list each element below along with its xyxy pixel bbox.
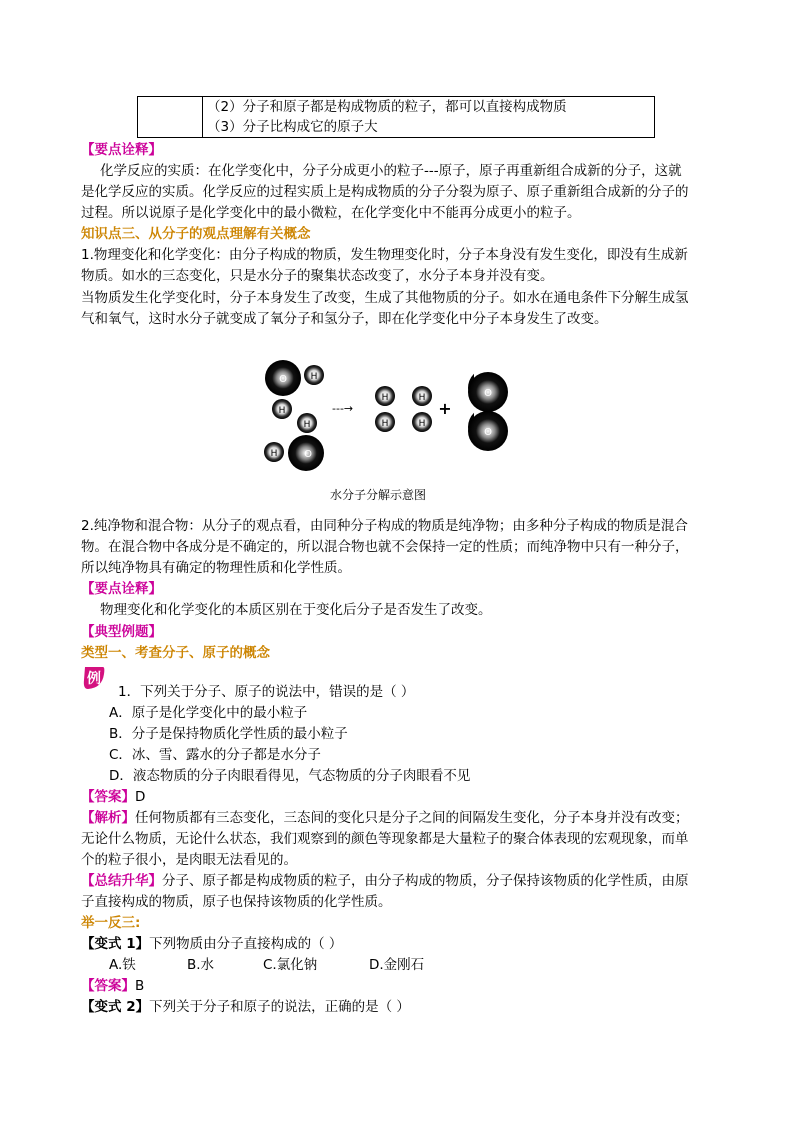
variant-1-option-b: B.水	[187, 957, 215, 973]
water-molecule-left-top	[265, 360, 324, 419]
water-decomposition-diagram	[258, 350, 474, 474]
answer-value: D	[135, 789, 146, 805]
oxygen-molecule-graphic	[464, 370, 514, 480]
paragraph-line: 当物质发生化学变化时，分子本身发生了改变，生成了其他物质的分子。如水在通电条件下分解生成氢	[81, 290, 689, 306]
oxygen-label: O	[304, 449, 312, 460]
variant-2-line	[81, 997, 410, 1017]
answer-line	[81, 787, 145, 807]
paragraph-line: 气和氧气，这时水分子就变成了氧分子和氢分子，即在化学变化中分子本身发生了改变。	[81, 311, 608, 327]
hydrogen-label: H	[381, 419, 389, 429]
variant-1-options	[109, 955, 424, 975]
hydrogen-label: H	[418, 419, 426, 429]
summary-label: 【总结升华】	[81, 873, 162, 889]
table-empty-cell	[138, 97, 203, 138]
oxygen-label: O	[484, 388, 492, 399]
variant-2-question: 下列关于分子和原子的说法，正确的是（ ）	[149, 999, 410, 1015]
example-badge-icon	[82, 664, 106, 690]
paragraph-line: 物。在混合物中各成分是不确定的，所以混合物也就不会保持一定的性质；而纯净物中只有一种分子，	[81, 539, 689, 555]
table-row-3: （3）分子比构成它的原子大	[207, 119, 378, 135]
variant-1-answer-label: 【答案】	[81, 978, 135, 994]
paragraph-line: 物理变化和化学变化的本质区别在于变化后分子是否发生了改变。	[100, 602, 492, 618]
hydrogen-molecules	[375, 386, 432, 432]
analysis-line	[81, 808, 689, 828]
key-point-heading: 【要点诠释】	[81, 581, 162, 597]
variant-2-label: 【变式 2】	[81, 999, 150, 1015]
knowledge-point-heading: 知识点三、从分子的观点理解有关概念	[81, 226, 311, 242]
plus-sign: +	[438, 399, 452, 418]
paragraph-line: 2.纯净物和混合物：从分子的观点看，由同种分子构成的物质是纯净物；由多种分子构成的物质是混合	[81, 518, 688, 534]
variant-1-option-c: C.氯化钠	[263, 957, 318, 973]
oxygen-label: O	[484, 427, 492, 438]
figure-caption: 水分子分解示意图	[330, 488, 427, 502]
table-row-2: （2）分子和原子都是构成物质的粒子，都可以直接构成物质	[207, 99, 567, 115]
hydrogen-label: H	[303, 420, 311, 430]
paragraph-line: 化学反应的实质：在化学变化中，分子分成更小的粒子---原子，原子再重新组合成新的分子，这就	[100, 163, 682, 179]
example-badge-label: 例	[87, 671, 101, 687]
summary-table	[137, 96, 655, 138]
variant-1-option-d: D.金刚石	[369, 957, 425, 973]
hydrogen-label: H	[270, 449, 278, 459]
question-1: 1．下列关于分子、原子的说法中，错误的是（ ）	[118, 684, 415, 700]
water-molecule-left-bottom	[264, 413, 324, 471]
paragraph-line: 物质。如水的三态变化，只是水分子的聚集状态改变了，水分子本身并没有变。	[81, 268, 554, 284]
paragraph-line: 过程。所以说原子是化学变化中的最小微粒，在化学变化中不能再分成更小的粒子。	[81, 205, 581, 221]
paragraph-line: 1.物理变化和化学变化：由分子构成的物质，发生物理变化时，分子本身没有发生变化，即没有生成新	[81, 247, 688, 263]
hydrogen-label: H	[381, 393, 389, 403]
hydrogen-label: H	[278, 406, 286, 416]
paragraph-line: 无论什么物质，无论什么状态，我们观察到的颜色等现象都是大量粒子的聚合体表现的宏观现象，而单	[81, 831, 689, 847]
type-heading: 类型一、考查分子、原子的概念	[81, 645, 270, 661]
table-content-cell	[203, 97, 655, 138]
summary-line	[81, 871, 689, 891]
paragraph-line: 是化学反应的实质。化学反应的过程实质上是构成物质的分子分裂为原子、原子重新组合成新的分子的	[81, 184, 689, 200]
analysis-label: 【解析】	[81, 810, 135, 826]
hydrogen-label: H	[310, 372, 318, 382]
option-a: A．原子是化学变化中的最小粒子	[109, 705, 308, 721]
analysis-text: 任何物质都有三态变化，三态间的变化只是分子之间的间隔发生变化，分子本身并没有改变；	[135, 810, 689, 826]
paragraph-line: 子直接构成的物质，原子也保持该物质的化学性质。	[81, 894, 392, 910]
option-b: B．分子是保持物质化学性质的最小粒子	[109, 726, 348, 742]
variant-1-answer-value: B	[135, 978, 145, 994]
answer-label: 【答案】	[81, 789, 135, 805]
key-point-heading: 【要点诠释】	[81, 142, 162, 158]
practice-heading: 举一反三:	[81, 915, 141, 931]
option-c: C．冰、雪、露水的分子都是水分子	[109, 747, 321, 763]
hydrogen-label: H	[418, 393, 426, 403]
variant-1-answer-line	[81, 976, 144, 996]
variant-1-question: 下列物质由分子直接构成的（ ）	[149, 936, 343, 952]
typical-examples-heading: 【典型例题】	[81, 624, 162, 640]
variant-1-line	[81, 934, 342, 954]
variant-1-option-a: A.铁	[109, 957, 136, 973]
summary-text: 分子、原子都是构成物质的粒子，由分子构成的物质，分子保持该物质的化学性质，由原	[162, 873, 689, 889]
variant-1-label: 【变式 1】	[81, 936, 150, 952]
paragraph-line: 个的粒子很小，是肉眼无法看见的。	[81, 852, 297, 868]
option-d: D．液态物质的分子肉眼看得见，气态物质的分子肉眼看不见	[109, 768, 471, 784]
paragraph-line: 所以纯净物具有确定的物理性质和化学性质。	[81, 560, 351, 576]
reaction-arrow: ---→	[332, 402, 354, 415]
oxygen-label: O	[279, 374, 287, 385]
